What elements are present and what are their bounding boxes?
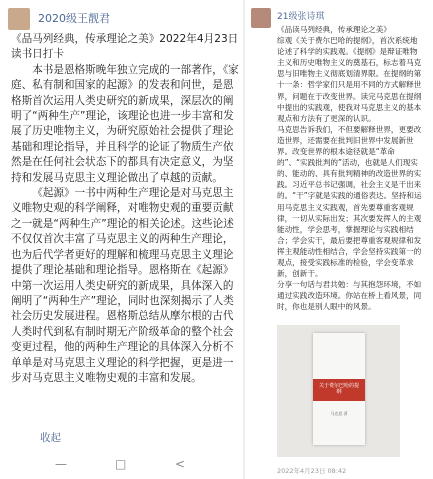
right-post-title: 《品读马列经典，传承理论之美》 bbox=[277, 25, 391, 34]
right-author-name[interactable]: 21级张诗琪 bbox=[277, 12, 325, 22]
left-post-paragraph: 《起源》一书中两种生产理论是对马克思主义唯物史观的科学阐释，对唯物史观的重要贡献之一就是“两种生产”理论的相关论述。这些论述不仅仅首次丰富了马克思主义的两种生产理论，也为后代学者更好的理解和梳理马克思主义理论提供了理论基础和理论指导。恩格斯在《起源》中第一次运用人类史研究的新成果，具体深入的阐明了“两种生产”理论，同时也深刻揭示了人类社会历史发展进程。恩格斯总结从摩尔根的古代人类时代到私有制时期无产阶级革命的整个社会变更过程，他的两种生产理论的具体深入分析不单单是对马克思主义理论的科学把握，更是进一步对马克思主义唯物史观的丰富和发展。 bbox=[11, 187, 234, 384]
right-post-card bbox=[245, 0, 433, 479]
right-post-paragraph: 分享一句话与君共勉：与其抱怨环境，不如通过实践改造环境。你站在桥上看风景，同时，你也是别人眼中的风景。 bbox=[277, 280, 422, 312]
back-icon[interactable]: < bbox=[175, 457, 186, 471]
left-post-body bbox=[11, 27, 239, 386]
right-post-body bbox=[277, 24, 425, 312]
left-post-paragraph: 本书是恩格斯晚年独立完成的一部著作，《家庭、私有制和国家的起源》的发表和问世，是恩格斯首次运用人类史研究的新成果，深层次的阐明了“两种生产”理论，该理论也进一步丰富和发展了历史唯物主义，为研究原始社会提供了理论基础和理论指导，并且科学的论证了物质生产依然是在任何社会状态下的都具有决定意义，为坚持和发展马克思主义理论做出了卓越的贡献。 bbox=[11, 63, 239, 184]
bottom-toolbar bbox=[0, 457, 243, 479]
collapse-link[interactable]: 收起 bbox=[40, 432, 61, 444]
right-author-avatar[interactable] bbox=[251, 8, 271, 28]
book-cover bbox=[313, 333, 365, 445]
left-author-name[interactable]: 2020级王靓君 bbox=[38, 12, 110, 25]
home-icon[interactable]: □ bbox=[115, 457, 127, 471]
post-photo[interactable] bbox=[277, 325, 400, 457]
left-post-title: 《品马列经典，传承理论之美》2022年4月23日读书日打卡 bbox=[11, 33, 239, 61]
book-author: 马克思 著 bbox=[330, 411, 348, 416]
right-post-paragraph: 综观《关于费尔巴哈的提纲》，首次系统地论述了科学的实践观。《提纲》是辩证唯物主义和历史唯物主义的奠基石，标志着马克思与旧唯物主义彻底划清界限。在提纲的第十一条：哲学家们只是用不同的方式解释世界，问题在于改变世界。读完马克思在提纲中提出的实践观，使我对马克思主义的基本观点和方法有了更深的认识。 bbox=[277, 36, 422, 123]
menu-icon[interactable]: — bbox=[55, 457, 67, 471]
right-post-paragraph: 马克思告诉我们，不但要解释世界，更要改造世界，还需要在批判旧世界中发展新世界。改变世界的根本途径就是“革命的”、“实践批判的”活动，也就是人们现实的、能动的、具有批判精神的改造世界的实践。习近平总书记强调，社会主义是干出来的。“干”字就是实践的通俗表达。坚持和运用马克思主义实践观，首先要尊重客观规律，一切从实际出发；其次要发挥人的主观能动性，学会思考，掌握理论与实践相结合；学会实干，最后要把尊重客观规律和发挥主观能动性相结合，学会坚持实践第一的观点，接受实践标准的检验，学会变革求新，创新干。 bbox=[277, 124, 422, 279]
post-timestamp: 2022年4月23日 08:42 bbox=[277, 467, 347, 475]
book-title: 关于费尔巴哈的提纲 bbox=[318, 383, 359, 395]
